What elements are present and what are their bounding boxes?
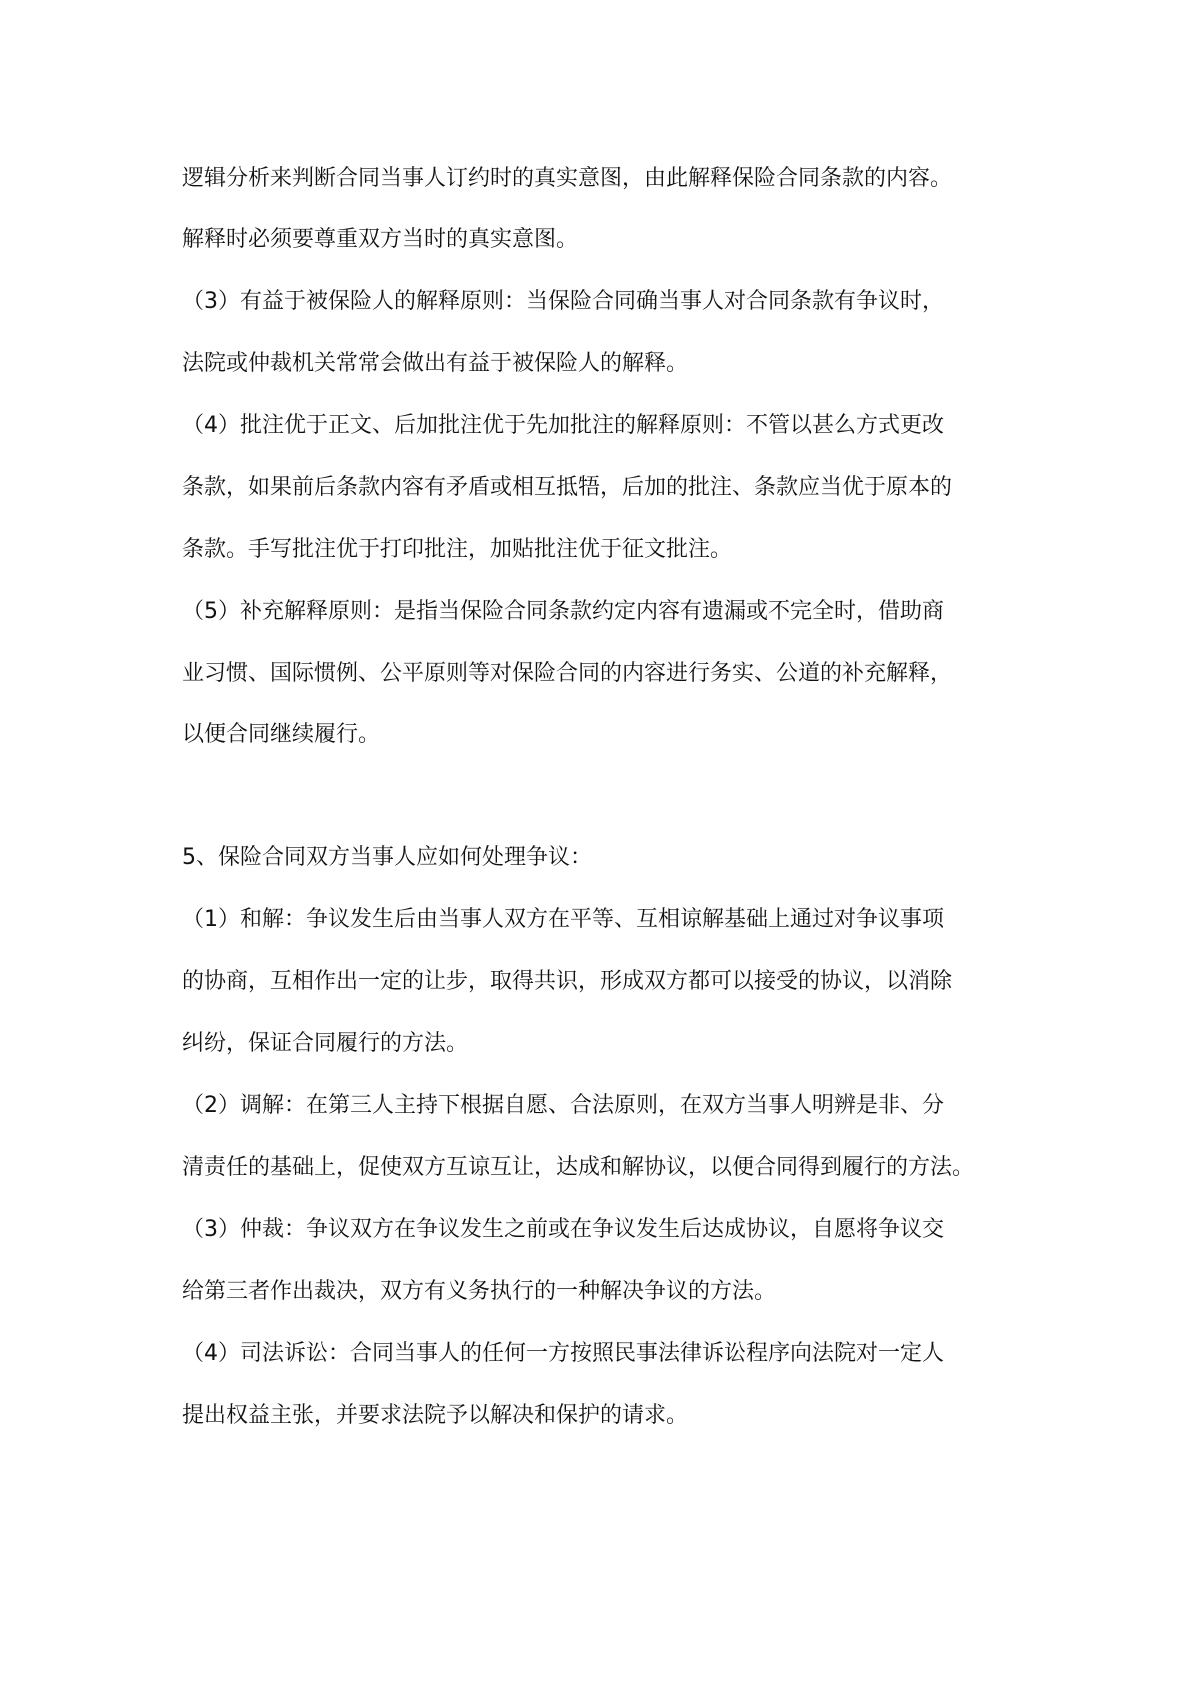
text-line: 清责任的基础上，促使双方互谅互让，达成和解协议，以便合同得到履行的方法。: [182, 1155, 975, 1180]
text-line: 提出权益主张，并要求法院予以解决和保护的请求。: [182, 1403, 689, 1428]
text-line: （3）仲裁：争议双方在争议发生之前或在争议发生后达成协议，自愿将争议交: [182, 1217, 944, 1242]
text-line: （4）批注优于正文、后加批注优于先加批注的解释原则：不管以甚么方式更改: [182, 413, 944, 438]
text-line: 给第三者作出裁决，双方有义务执行的一种解决争议的方法。: [182, 1279, 777, 1304]
text-line: （1）和解：争议发生后由当事人双方在平等、互相谅解基础上通过对争议事项: [182, 907, 944, 932]
text-line: 法院或仲裁机关常常会做出有益于被保险人的解释。: [182, 351, 689, 376]
text-line: 的协商，互相作出一定的让步，取得共识，形成双方都可以接受的协议，以消除: [182, 969, 953, 994]
text-line: 以便合同继续履行。: [182, 722, 381, 747]
text-line: （3）有益于被保险人的解释原则：当保险合同确当事人对合同条款有争议时，: [182, 289, 944, 314]
text-line: 条款，如果前后条款内容有矛盾或相互抵牾，后加的批注、条款应当优于原本的: [182, 475, 953, 500]
text-line: 逻辑分析来判断合同当事人订约时的真实意图，由此解释保险合同条款的内容。: [182, 166, 953, 191]
text-line: （5）补充解释原则：是指当保险合同条款约定内容有遗漏或不完全时，借助商: [182, 599, 944, 624]
text-line: 解释时必须要尊重双方当时的真实意图。: [182, 227, 579, 252]
text-line: 条款。手写批注优于打印批注，加贴批注优于征文批注。: [182, 537, 733, 562]
section-heading: 5、保险合同双方当事人应如何处理争议：: [182, 845, 592, 870]
text-line: （4）司法诉讼：合同当事人的任何一方按照民事法律诉讼程序向法院对一定人: [182, 1341, 944, 1366]
text-line: （2）调解：在第三人主持下根据自愿、合法原则，在双方当事人明辨是非、分: [182, 1093, 944, 1118]
text-line: 业习惯、国际惯例、公平原则等对保险合同的内容进行务实、公道的补充解释，: [182, 661, 953, 686]
text-line: 纠纷，保证合同履行的方法。: [182, 1031, 469, 1056]
